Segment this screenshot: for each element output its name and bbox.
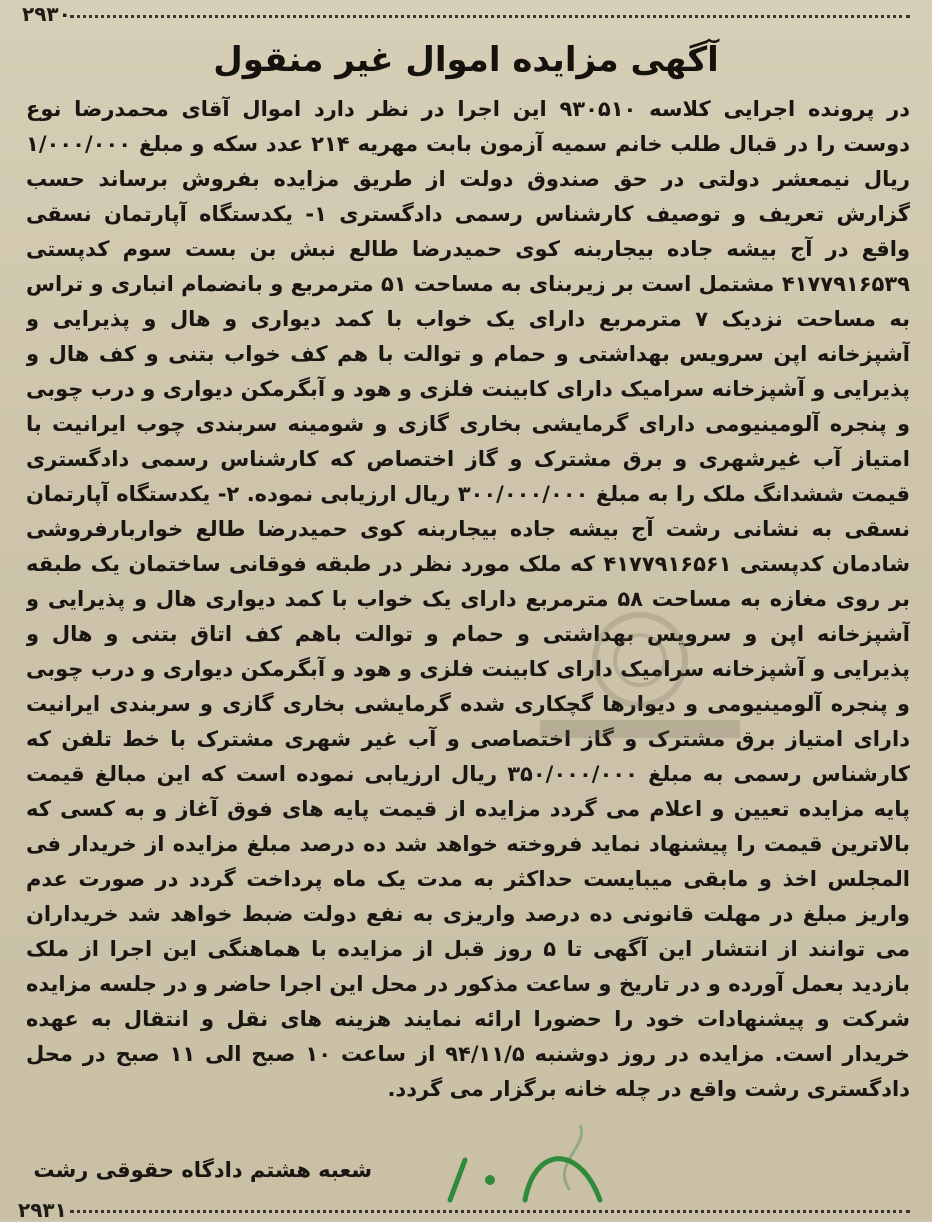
ad-number-top: ۲۹۳۰: [22, 2, 71, 26]
court-signature: شعبه هشتم دادگاه حقوقی رشت: [33, 1158, 372, 1182]
watermark-logo: [520, 600, 760, 750]
ad-number-bottom: ۲۹۳۱: [18, 1198, 67, 1222]
bottom-dotted-divider: [70, 1210, 910, 1213]
notice-title: آگهی مزایده اموال غیر منقول: [213, 40, 719, 80]
top-dotted-divider: [70, 15, 910, 18]
handwritten-mark: [430, 1105, 650, 1215]
notice-body: در پرونده اجرایی کلاسه ۹۳۰۵۱۰ این اجرا در نظر دارد اموال آقای محمدرضا نوع دوست را در قبال طلب خانم سمیه آزمون بابت مهریه ۲۱۴ عدد سکه و مبلغ ۱/۰۰۰/۰۰۰ ریال نیمعشر دولتی در حق صندوق دولت از طریق مزایده بفروش برساند حسب گزارش تعریف و توصیف کارشناس رسمی دادگستری ۱- یکدستگاه آپارتمان نسقی واقع در آج بیشه جاده بیجاربنه کوی حمیدرضا طالع نبش بن بست سوم کدپستی ۴۱۷۷۹۱۶۵۳۹ مشتمل است بر زیربنای به مساحت ۵۱ مترمربع و بانضمام انباری و تراس به مساحت نزدیک ۷ مترمربع دارای یک خواب با کمد دیواری و هال و پذیرایی و آشپزخانه اپن سرویس بهداشتی و حمام و توالت با هم کف خواب بتنی و کف هال و پذیرایی و آشپزخانه سرامیک دارای کابینت فلزی و هود و آبگرمکن دیواری و درب چوبی و پنجره آلومینیومی دارای گرمایشی بخاری گازی و شومینه سربندی چوب ایرانیت با امتیاز آب غیرشهری و برق مشترک و گاز اختصاص که کارشناس رسمی دادگستری قیمت ششدانگ ملک را به مبلغ ۳۰۰/۰۰۰/۰۰۰ ریال ارزیابی نموده. ۲- یکدستگاه آپارتمان نسقی به نشانی رشت آج بیشه جاده بیجاربنه کوی حمیدرضا طالع خواربارفروشی شادمان کدپستی ۴۱۷۷۹۱۶۵۶۱ که ملک مورد نظر در طبقه فوقانی ساختمان یک طبقه بر روی مغازه به مساحت ۵۸ مترمربع دارای یک خواب با کمد دیواری هال و پذیرایی و آشپزخانه اپن و سرویس بهداشتی و حمام و توالت باهم کف اتاق بتنی و هال و پذیرایی و آشپزخانه سرامیک دارای کابینت فلزی و هود و آبگرمکن دیواری و درب چوبی و پنجره آلومینیومی و دیوارها گچکاری شده گرمایشی بخاری گازی و سربندی ایرانیت دارای امتیاز برق مشترک و گاز اختصاصی و آب غیر شهری مشترک با خط تلفن که کارشناس رسمی به مبلغ ۳۵۰/۰۰۰/۰۰۰ ریال ارزیابی نموده است که این مبالغ قیمت پایه مزایده تعیین و اعلام می گردد مزایده از قیمت پایه های فوق آغاز و به کسی که بالاترین قیمت را پیشنهاد نماید فروخته خواهد شد ده درصد مبلغ مزایده از خریدار فی المجلس اخذ و مابقی میبایست حداکثر به مدت یک ماه پرداخت گردد در صورت عدم واریز مبلغ در مهلت قانونی ده درصد واریزی به نفع دولت ضبط خواهد شد خریداران می توانند از انتشار این آگهی تا ۵ روز قبل از مزایده با هماهنگی این اجرا از ملک بازدید بعمل آورده و در تاریخ و ساعت مذکور در محل این اجرا حاضر و در جلسه مزایده شرکت و پیشنهادات خود را حضورا ارائه نمایند هزینه های نقل و انتقال به عهده خریدار است. مزایده در روز دوشنبه ۹۴/۱۱/۵ از ساعت ۱۰ صبح الی ۱۱ صبح در محل دادگستری رشت واقع در چله خانه برگزار می گردد.: [26, 97, 910, 1101]
notice-body-container: [26, 92, 910, 1152]
